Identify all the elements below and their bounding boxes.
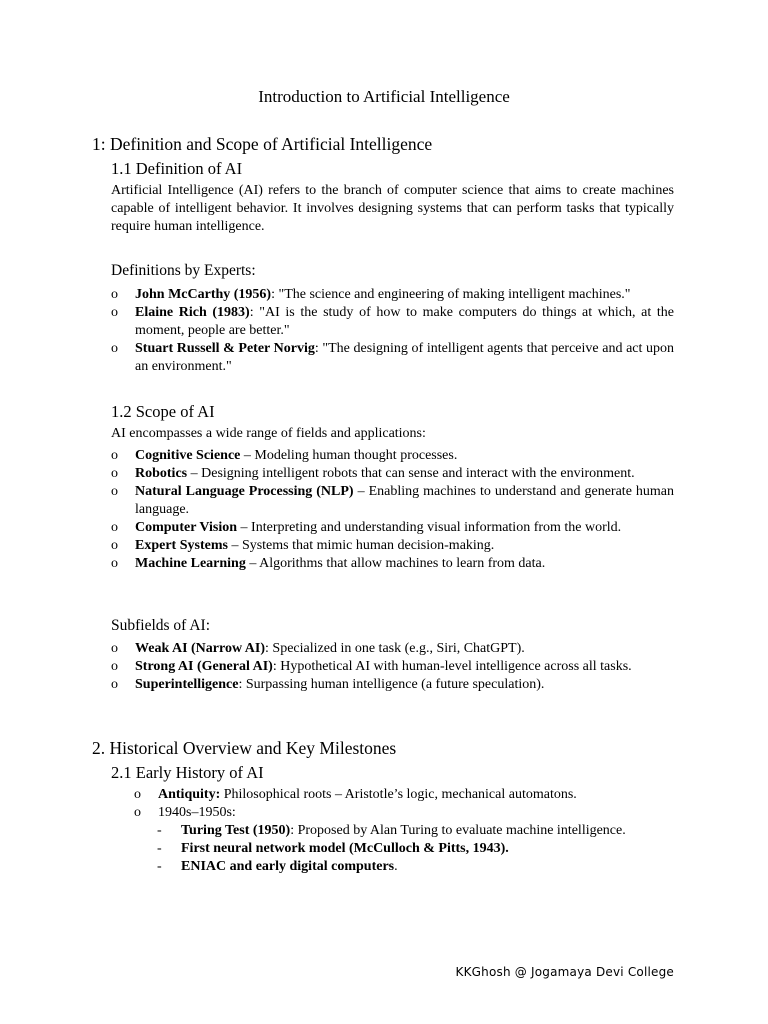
bullet-marker: o: [111, 484, 118, 499]
scope-intro: AI encompasses a wide range of fields and applications:: [111, 426, 426, 441]
bullet-marker: o: [111, 641, 118, 656]
item-text: Specialized in one task (e.g., Siri, ChatGPT).: [272, 641, 525, 656]
experts-list: [111, 286, 674, 376]
item-separator: :: [265, 641, 273, 656]
bullet-marker: o: [111, 556, 118, 571]
item-text: Modeling human thought processes.: [254, 448, 458, 463]
list-item: [157, 858, 674, 876]
item-separator: :: [271, 287, 279, 302]
bullet-marker: o: [111, 659, 118, 674]
dash-marker: -: [157, 823, 162, 838]
bullet-marker: o: [134, 805, 141, 820]
subfields-list: [111, 640, 674, 694]
item-text: Enabling machines to understand and generate human language.: [135, 484, 674, 517]
item-term: Turing Test (1950): [181, 823, 291, 838]
definition-paragraph: Artificial Intelligence (AI) refers to the branch of computer science that aims to create machines capable of intelligent behavior. It involves designing systems that can perform tasks that typically require human intelligence.: [111, 183, 674, 234]
page-footer: KKGhosh @ Jogamaya Devi College: [455, 965, 674, 979]
item-separator: –: [187, 466, 202, 481]
list-item: [111, 537, 674, 555]
item-separator: –: [245, 556, 260, 571]
bullet-marker: o: [111, 677, 118, 692]
item-term: ENIAC and early digital computers: [181, 859, 395, 874]
item-term: Computer Vision: [135, 520, 238, 535]
item-term: Elaine Rich (1983): [135, 305, 250, 320]
list-item: [134, 786, 674, 804]
item-term: First neural network model (McCulloch & Pitts, 1943).: [181, 841, 509, 856]
list-item: [111, 447, 674, 465]
item-separator: –: [237, 520, 252, 535]
item-term: Weak AI (Narrow AI): [135, 641, 266, 656]
item-term: Expert Systems: [135, 538, 228, 553]
list-item: [111, 640, 674, 658]
item-separator: –: [240, 448, 255, 463]
item-text: Interpreting and understanding visual information from the world.: [251, 520, 622, 535]
item-separator: :: [314, 341, 323, 356]
scope-list: [111, 447, 674, 573]
bullet-marker: o: [111, 448, 118, 463]
item-text: Systems that mimic human decision-making.: [241, 538, 495, 553]
item-term: Robotics: [135, 466, 188, 481]
item-text: "AI is the study of how to make computers do things at which, at the moment, people are better.": [135, 305, 674, 338]
list-item: [111, 658, 674, 676]
item-term: John McCarthy (1956): [135, 287, 272, 302]
item-text: Proposed by Alan Turing to evaluate machine intelligence.: [297, 823, 626, 838]
item-text: Hypothetical AI with human-level intelligence across all tasks.: [280, 659, 632, 674]
item-separator: :: [290, 823, 298, 838]
item-term: Natural Language Processing (NLP): [135, 484, 354, 499]
scope-heading: 1.2 Scope of AI: [111, 402, 215, 421]
bullet-marker: o: [111, 341, 118, 356]
item-term: Stuart Russell & Peter Norvig: [135, 341, 315, 356]
section-2-heading: 2. Historical Overview and Key Milestones: [92, 738, 397, 758]
item-text: Philosophical roots – Aristotle’s logic, mechanical automatons.: [223, 787, 577, 802]
item-separator: :: [238, 677, 246, 692]
item-text: "The designing of intelligent agents that perceive and act upon an environment.": [135, 341, 675, 374]
item-term: Strong AI (General AI): [135, 659, 273, 674]
item-text: Designing intelligent robots that can sense and interact with the environment.: [201, 466, 635, 481]
bullet-marker: o: [111, 287, 118, 302]
item-text: "The science and engineering of making intelligent machines.": [278, 287, 631, 302]
list-item: [111, 676, 674, 694]
item-separator: –: [353, 484, 369, 499]
item-term: Antiquity:: [158, 787, 221, 802]
bullet-marker: o: [134, 787, 141, 802]
item-text: Algorithms that allow machines to learn from data.: [259, 556, 546, 571]
item-separator: :: [272, 659, 281, 674]
subfields-heading: Subfields of AI:: [111, 617, 211, 634]
bullet-marker: o: [111, 466, 118, 481]
early-history-sublist: [157, 822, 674, 876]
item-separator: :: [249, 305, 260, 320]
item-text: .: [394, 859, 398, 874]
list-item: [111, 340, 674, 376]
list-item: [111, 304, 674, 340]
bullet-marker: o: [111, 538, 118, 553]
item-term: Machine Learning: [135, 556, 246, 571]
list-item: [134, 804, 674, 822]
item-separator: –: [227, 538, 242, 553]
list-item: [157, 840, 674, 858]
list-item: [111, 483, 674, 519]
early-history-list: [134, 786, 674, 822]
list-item: [111, 286, 674, 304]
item-text: 1940s–1950s:: [158, 805, 236, 820]
dash-marker: -: [157, 841, 162, 856]
bullet-marker: o: [111, 305, 118, 320]
list-item: [111, 465, 674, 483]
item-text: Surpassing human intelligence (a future speculation).: [245, 677, 545, 692]
experts-heading: Definitions by Experts:: [111, 262, 256, 279]
document-title: Introduction to Artificial Intelligence: [258, 87, 510, 106]
dash-marker: -: [157, 859, 162, 874]
bullet-marker: o: [111, 520, 118, 535]
list-item: [111, 555, 674, 573]
list-item: [111, 519, 674, 537]
list-item: [157, 822, 674, 840]
item-term: Superintelligence: [135, 677, 239, 692]
definition-heading: 1.1 Definition of AI: [111, 159, 243, 178]
item-term: Cognitive Science: [135, 448, 241, 463]
early-history-heading: 2.1 Early History of AI: [111, 763, 264, 782]
section-1-heading: 1: Definition and Scope of Artificial Intelligence: [92, 134, 433, 154]
